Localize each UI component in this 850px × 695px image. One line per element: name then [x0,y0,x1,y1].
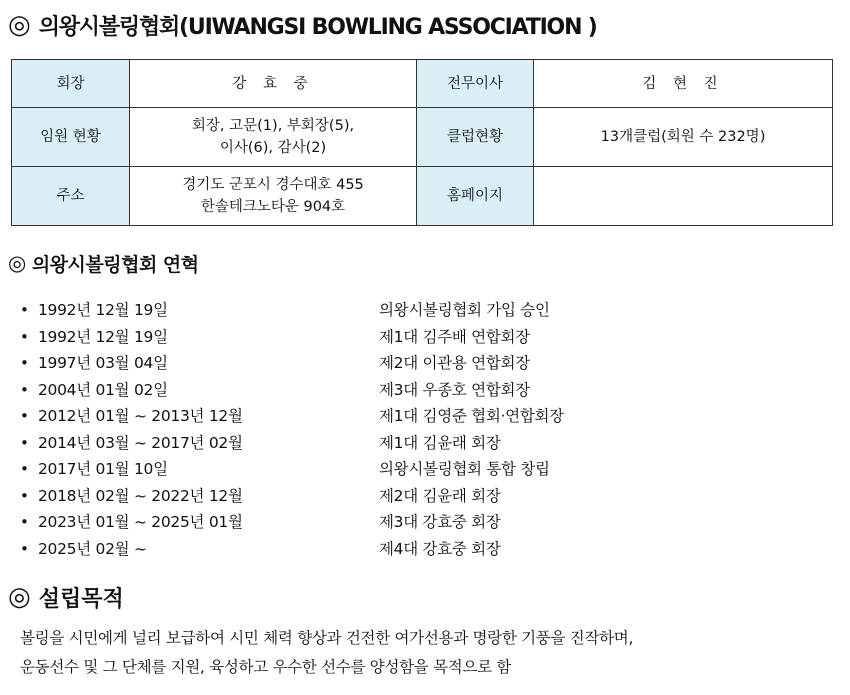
info-row-officers [12,108,833,167]
history-event: 제2대 이관용 연합회장 [379,354,530,372]
list-item [20,377,820,404]
bullet-icon: • [20,380,29,399]
purpose-body [20,624,840,682]
address-label: 주소 [12,167,130,226]
history-event: 제1대 김윤래 회장 [379,433,501,452]
chairman-label: 회장 [12,60,130,108]
purpose-line-1: 볼링을 시민에게 널리 보급하여 시민 체력 향상과 건전한 여가선용과 명랑한 기풍을 진작하며, [20,629,634,647]
purpose-section-title [8,580,124,614]
homepage-value [534,167,833,226]
history-event: 의왕시볼링협회 통합 창립 [379,460,550,478]
bullet-icon: • [20,354,29,372]
history-date: 1992년 12월 19일 [38,327,168,346]
history-date: 2012년 01월 ~ 2013년 12월 [38,407,243,425]
list-item [20,324,820,351]
clubs-value: 13개클럽(회원 수 232명) [534,108,833,167]
purpose-title-text: 설립목적 [38,586,124,612]
circle-mark-icon: ◎ [8,582,31,612]
list-item [20,456,820,483]
info-table [11,59,833,226]
history-section-title [8,248,199,278]
list-item [20,483,820,510]
history-title-text: 의왕시볼링협회 연혁 [31,253,199,276]
director-value: 김 현 진 [534,60,833,108]
director-label: 전무이사 [417,60,534,108]
chairman-value: 강 효 중 [130,60,417,108]
history-date: 2018년 02월 ~ 2022년 12월 [38,486,243,505]
history-date: 2017년 01월 10일 [38,460,168,478]
history-date: 1997년 03월 04일 [38,354,168,372]
bullet-icon: • [20,513,29,531]
bullet-icon: • [20,460,29,478]
officers-value [130,108,417,167]
address-value [130,167,417,226]
history-event: 제1대 김주배 연합회장 [379,327,530,346]
history-event: 제2대 김윤래 회장 [379,486,501,505]
history-list [20,297,820,562]
history-date: 2025년 02월 ~ [38,539,147,558]
list-item [20,430,820,457]
purpose-line-2: 운동선수 및 그 단체를 지원, 육성하고 우수한 선수를 양성함을 목적으로 함 [20,658,512,676]
list-item [20,536,820,563]
page-title-text: 의왕시볼링협회(UIWANGSI BOWLING ASSOCIATION ) [38,14,597,40]
bullet-icon: • [20,433,29,452]
list-item [20,350,820,377]
history-event: 제1대 김영준 협회·연합회장 [379,407,564,425]
bullet-icon: • [20,539,29,558]
bullet-icon: • [20,327,29,346]
clubs-label: 클럽현황 [417,108,534,167]
history-date: 2004년 01월 02일 [38,380,168,399]
history-event: 제3대 우종호 연합회장 [379,380,530,399]
officers-line-1: 회장, 고문(1), 부회장(5), [191,118,355,134]
bullet-icon: • [20,301,29,319]
circle-mark-icon: ◎ [8,10,31,40]
address-line-1: 경기도 군포시 경수대호 455 [182,177,364,193]
history-date: 1992년 12월 19일 [38,301,168,319]
bullet-icon: • [20,407,29,425]
circle-mark-icon: ◎ [8,251,26,275]
officers-label: 임원 현황 [12,108,130,167]
address-line-2: 한솔테크노타운 904호 [200,199,346,215]
homepage-label: 홈페이지 [417,167,534,226]
bullet-icon: • [20,486,29,505]
history-event: 제3대 강효중 회장 [379,513,501,531]
history-event: 제4대 강효중 회장 [379,539,501,558]
info-row-chairman [12,60,833,108]
officers-line-2: 이사(6), 감사(2) [219,140,327,156]
page-title [8,8,597,42]
list-item [20,509,820,536]
history-date: 2014년 03월 ~ 2017년 02월 [38,433,243,452]
list-item [20,297,820,324]
history-event: 의왕시볼링협회 가입 승인 [379,301,550,319]
info-row-address [12,167,833,226]
list-item [20,403,820,430]
history-date: 2023년 01월 ~ 2025년 01월 [38,513,243,531]
